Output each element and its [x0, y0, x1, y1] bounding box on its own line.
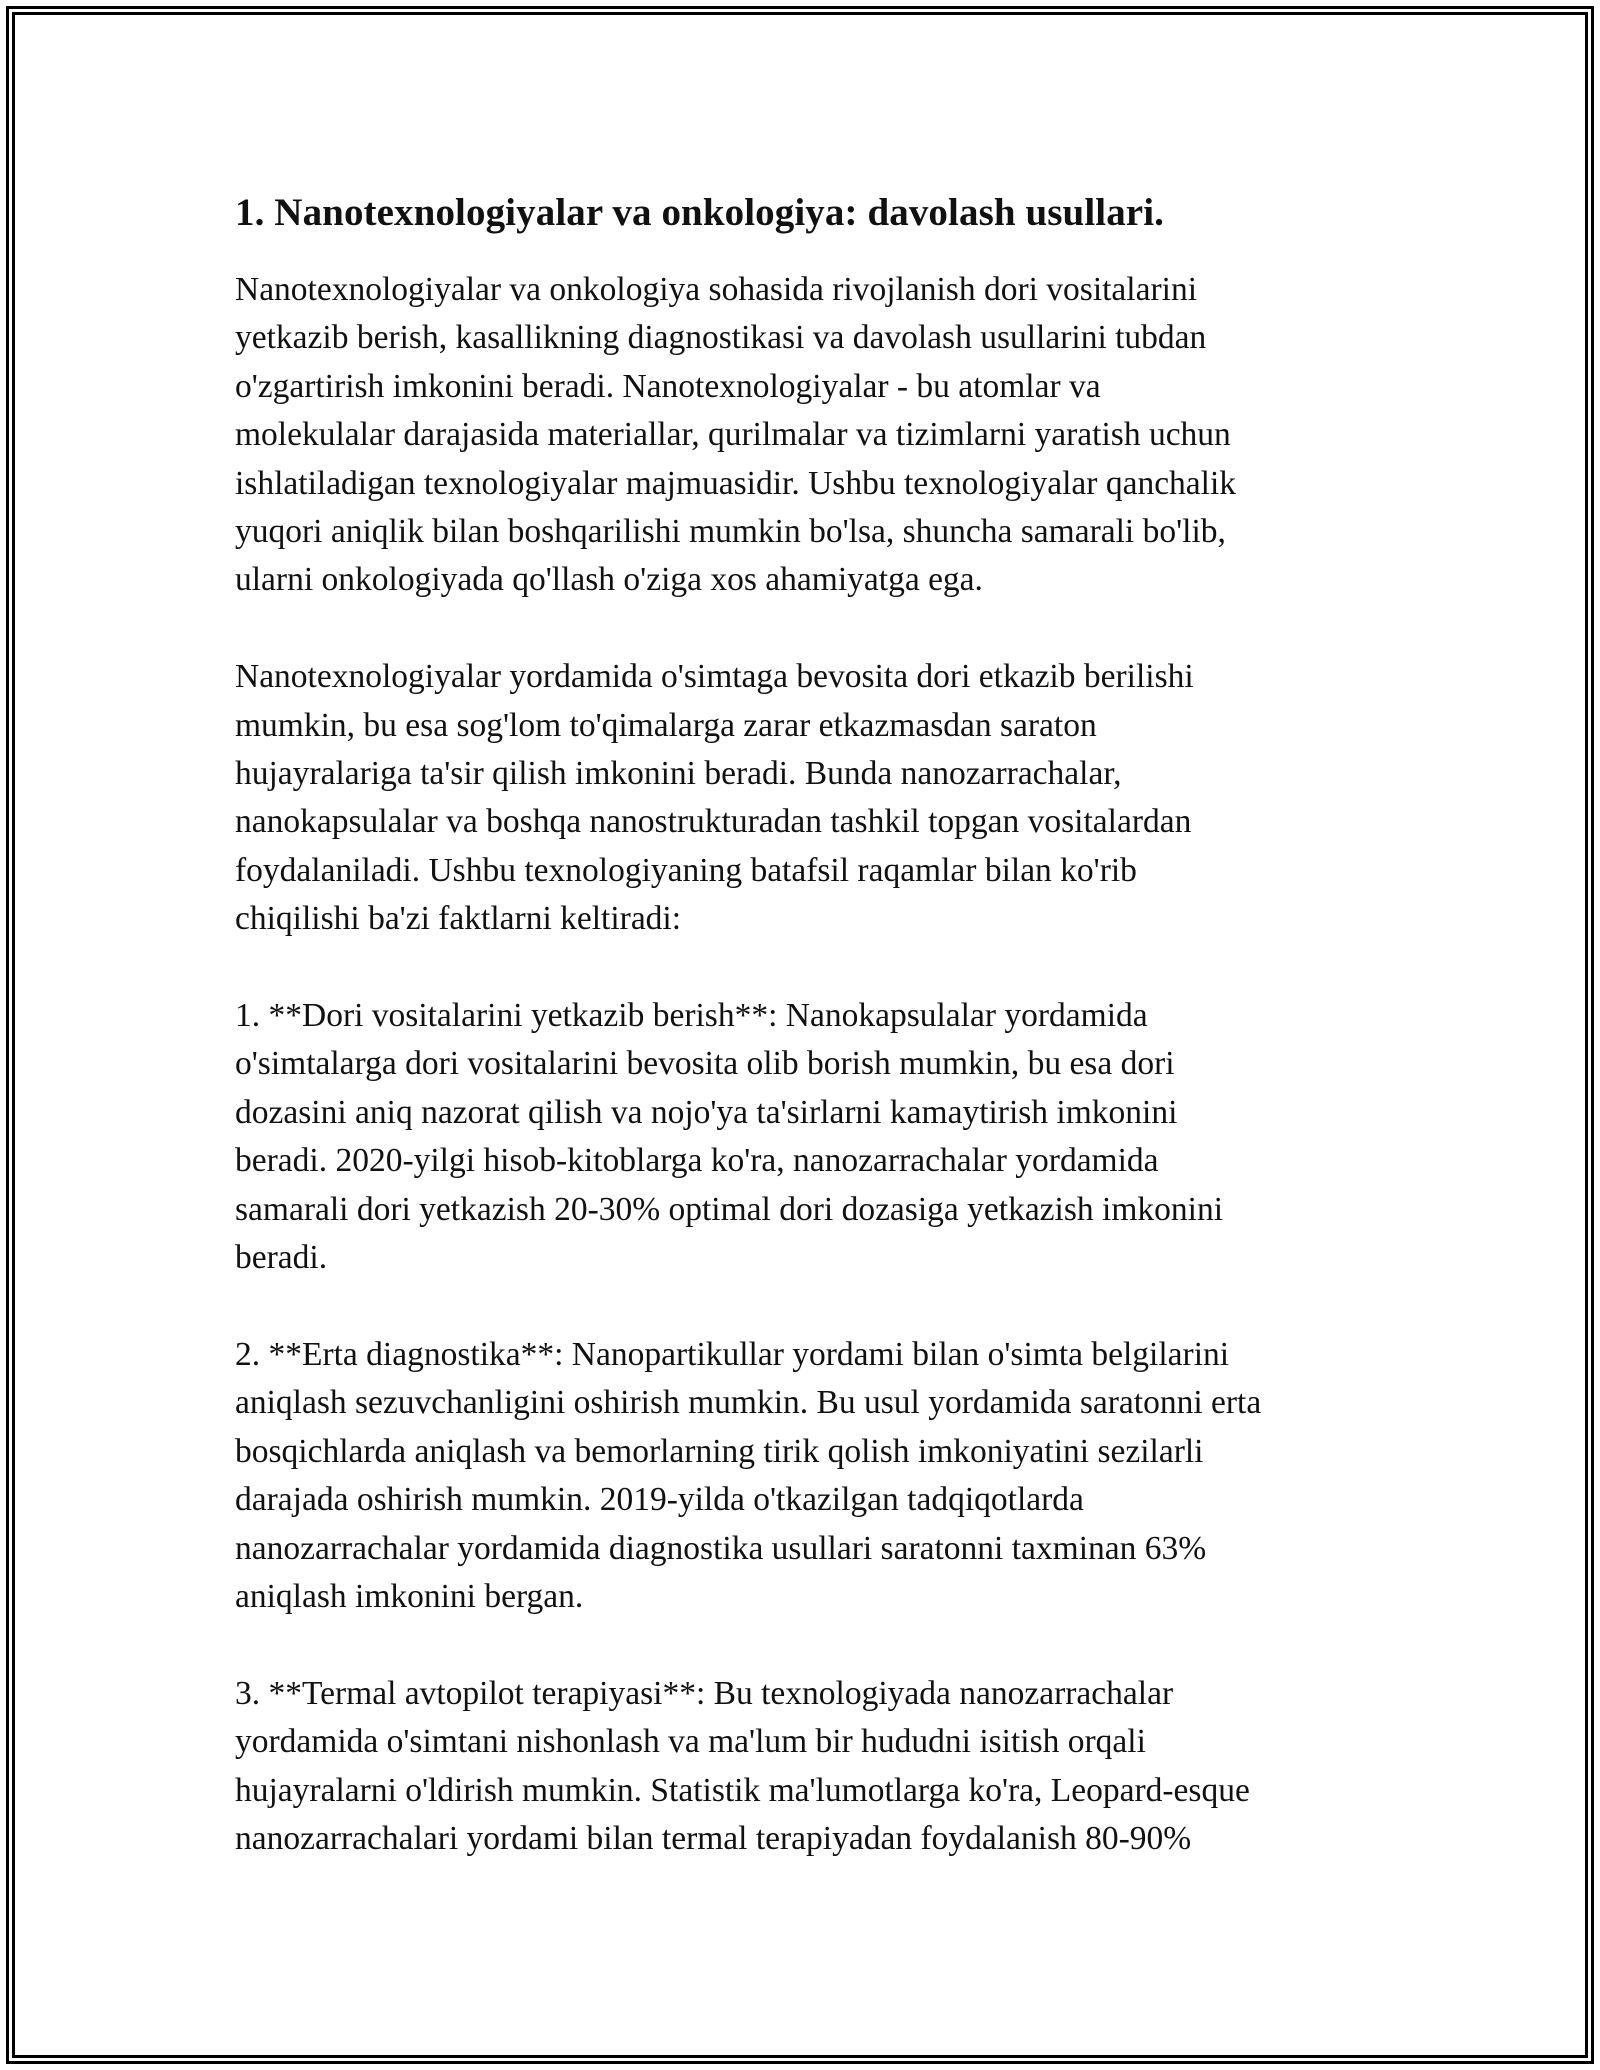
document-body: [235, 188, 1375, 1863]
paragraph-spacer: [235, 1621, 1375, 1669]
paragraph-intro: Nanotexnologiyalar va onkologiya sohasida rivojlanish dori vositalarini yetkazib berish, kasallikning diagnostikasi va davolash usullarini tubdan o'zgartirish imkonini beradi. Nanotexnologiyalar - bu atomlar va molekulalar darajasida materiallar, qurilmalar va tizimlarni yaratish uchun ishlatiladigan texnologiyalar majmuasidir. Ushbu texnologiyalar qanchalik yuqori aniqlik bilan boshqarilishi mumkin bo'lsa, shuncha samarali bo'lib, ularni onkologiyada qo'llash o'ziga xos ahamiyatga ega.: [235, 271, 1237, 599]
list-item-thermal-therapy: 3. **Termal avtopilot terapiyasi**: Bu texnologiyada nanozarrachalar yordamida o'simtani nishonlash va ma'lum bir hududni isitish orqali hujayralarni o'ldirish mumkin. Statistik ma'lumotlarga ko'ra, Leopard-esque nanozarrachalari yordami bilan termal terapiyadan foydalanish 80-90%: [235, 1674, 1250, 1857]
list-item-early-diagnostics: 2. **Erta diagnostika**: Nanopartikullar yordami bilan o'simta belgilarini aniqlash sezuvchanligini oshirish mumkin. Bu usul yordamida saratonni erta bosqichlarda aniqlash va bemorlarning tirik qolish imkoniyatini sezilarli darajada oshirish mumkin. 2019-yilda o'tkazilgan tadqiqotlarda nanozarrachalar yordamida diagnostika usullari saratonni taxminan 63% aniqlash imkonini bergan.: [235, 1335, 1262, 1615]
paragraph-spacer: [235, 944, 1375, 992]
paragraph-spacer: [235, 1283, 1375, 1331]
list-item-drug-delivery: 1. **Dori vositalarini yetkazib berish**: Nanokapsulalar yordamida o'simtalarga dori vositalarini bevosita olib borish mumkin, bu esa dori dozasini aniq nazorat qilish va nojo'ya ta'sirlarni kamaytirish imkonini beradi. 2020-yilgi hisob-kitoblarga ko'ra, nanozarrachalar yordamida samarali dori yetkazish 20-30% optimal dori dozasiga yetkazish imkonini beradi.: [235, 997, 1224, 1277]
document-heading: 1. Nanotexnologiyalar va onkologiya: davolash usullari.: [235, 191, 1165, 234]
paragraph-delivery-overview: Nanotexnologiyalar yordamida o'simtaga bevosita dori etkazib berilishi mumkin, bu esa sog'lom to'qimalarga zarar etkazmasdan saraton hujayralariga ta'sir qilish imkonini beradi. Bunda nanozarrachalar, nanokapsulalar va boshqa nanostrukturadan tashkil topgan vositalardan foydalaniladi. Ushbu texnologiyaning batafsil raqamlar bilan ko'rib chiqilishi ba'zi faktlarni keltiradi:: [235, 658, 1194, 938]
paragraph-spacer: [235, 605, 1375, 653]
